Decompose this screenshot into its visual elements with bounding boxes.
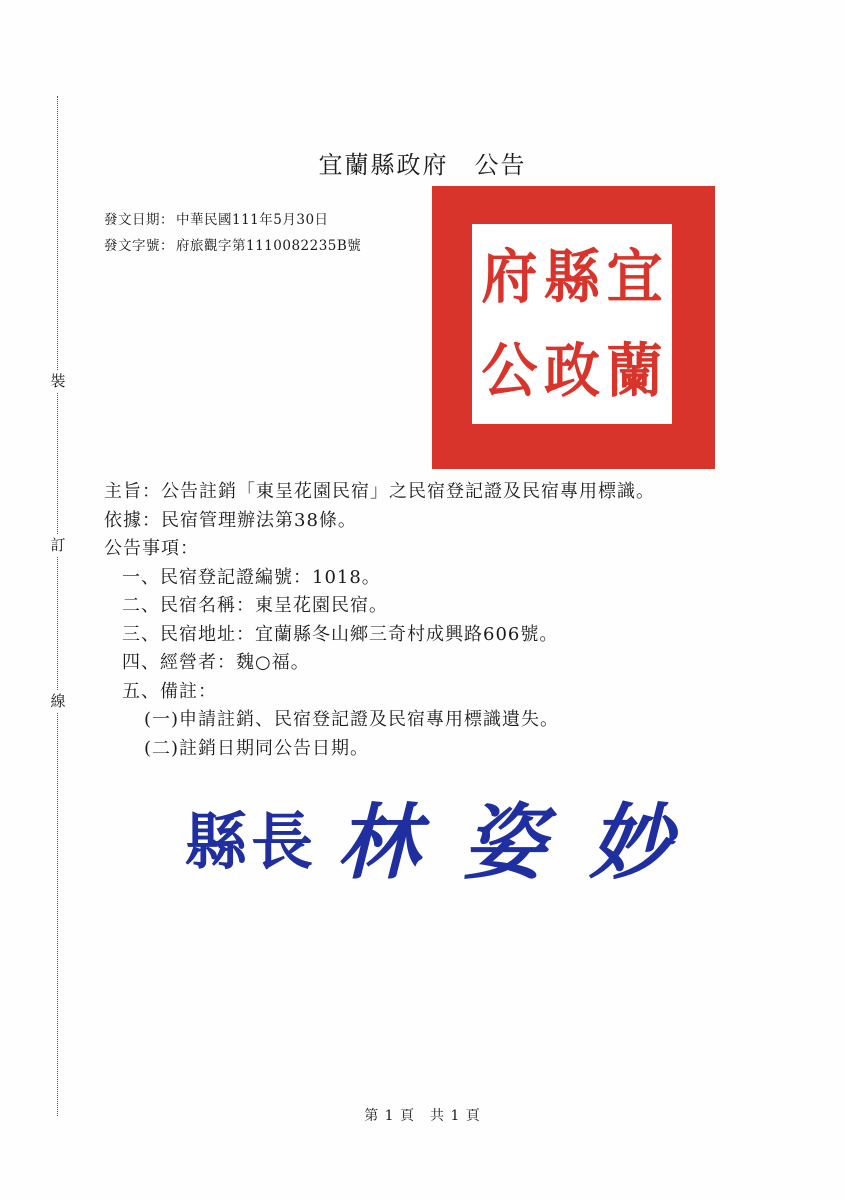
document-title: 宜蘭縣政府 公告 [318,151,527,179]
binding-char-xian: 線 [47,690,69,712]
remark-2: (二)註銷日期同公告日期。 [144,737,370,759]
item-bnb-address: 三、民宿地址：宜蘭縣冬山鄉三奇村成興路606號。 [122,623,559,645]
binding-char-zhuang: 裝 [47,370,69,392]
seal-char: 宜 [606,242,663,312]
magistrate-signature-stamp [185,786,715,891]
seal-char: 縣 [543,242,600,312]
subject-line: 主旨：公告註銷「東呈花園民宿」之民宿登記證及民宿專用標識。 [104,481,655,502]
item-bnb-name: 二、民宿名稱：東呈花園民宿。 [122,595,388,616]
official-red-seal [432,186,715,469]
items-heading: 公告事項： [104,538,199,559]
signature-name-char: 林 [337,794,420,891]
item-operator: 四、經營者：魏○福。 [122,652,310,673]
issue-date-label: 發文日期： [104,212,174,228]
issue-date [104,208,329,228]
seal-char: 公 [481,336,538,406]
item-remarks-heading: 五、備註： [122,680,217,702]
binding-dotted-line [57,96,58,1116]
reference-number [104,234,361,254]
seal-characters [478,230,666,418]
issue-date-value: 中華民國111年5月30日 [176,212,329,228]
basis-line: 依據：民宿管理辦法第38條。 [104,509,357,531]
item-registration-number: 一、民宿登記證編號：1018。 [122,566,381,588]
seal-column-3 [603,230,666,418]
signature-name-char: 妙 [589,794,672,891]
signature-name-char: 姿 [463,794,546,891]
seal-char: 政 [543,336,600,406]
announcement-body [104,478,655,763]
page-number-footer: 第 1 頁 共 1 頁 [364,1108,481,1124]
seal-char: 府 [481,242,538,312]
seal-column-2 [541,230,604,418]
signature-title: 縣長 [185,804,318,878]
seal-char: 蘭 [606,336,663,406]
binding-char-ding: 訂 [47,534,69,556]
reference-number-label: 發文字號： [104,238,174,254]
remark-1: (一)申請註銷、民宿登記證及民宿專用標識遺失。 [144,709,560,730]
seal-column-1 [478,230,541,418]
reference-number-value: 府旅觀字第1110082235B號 [176,238,362,254]
